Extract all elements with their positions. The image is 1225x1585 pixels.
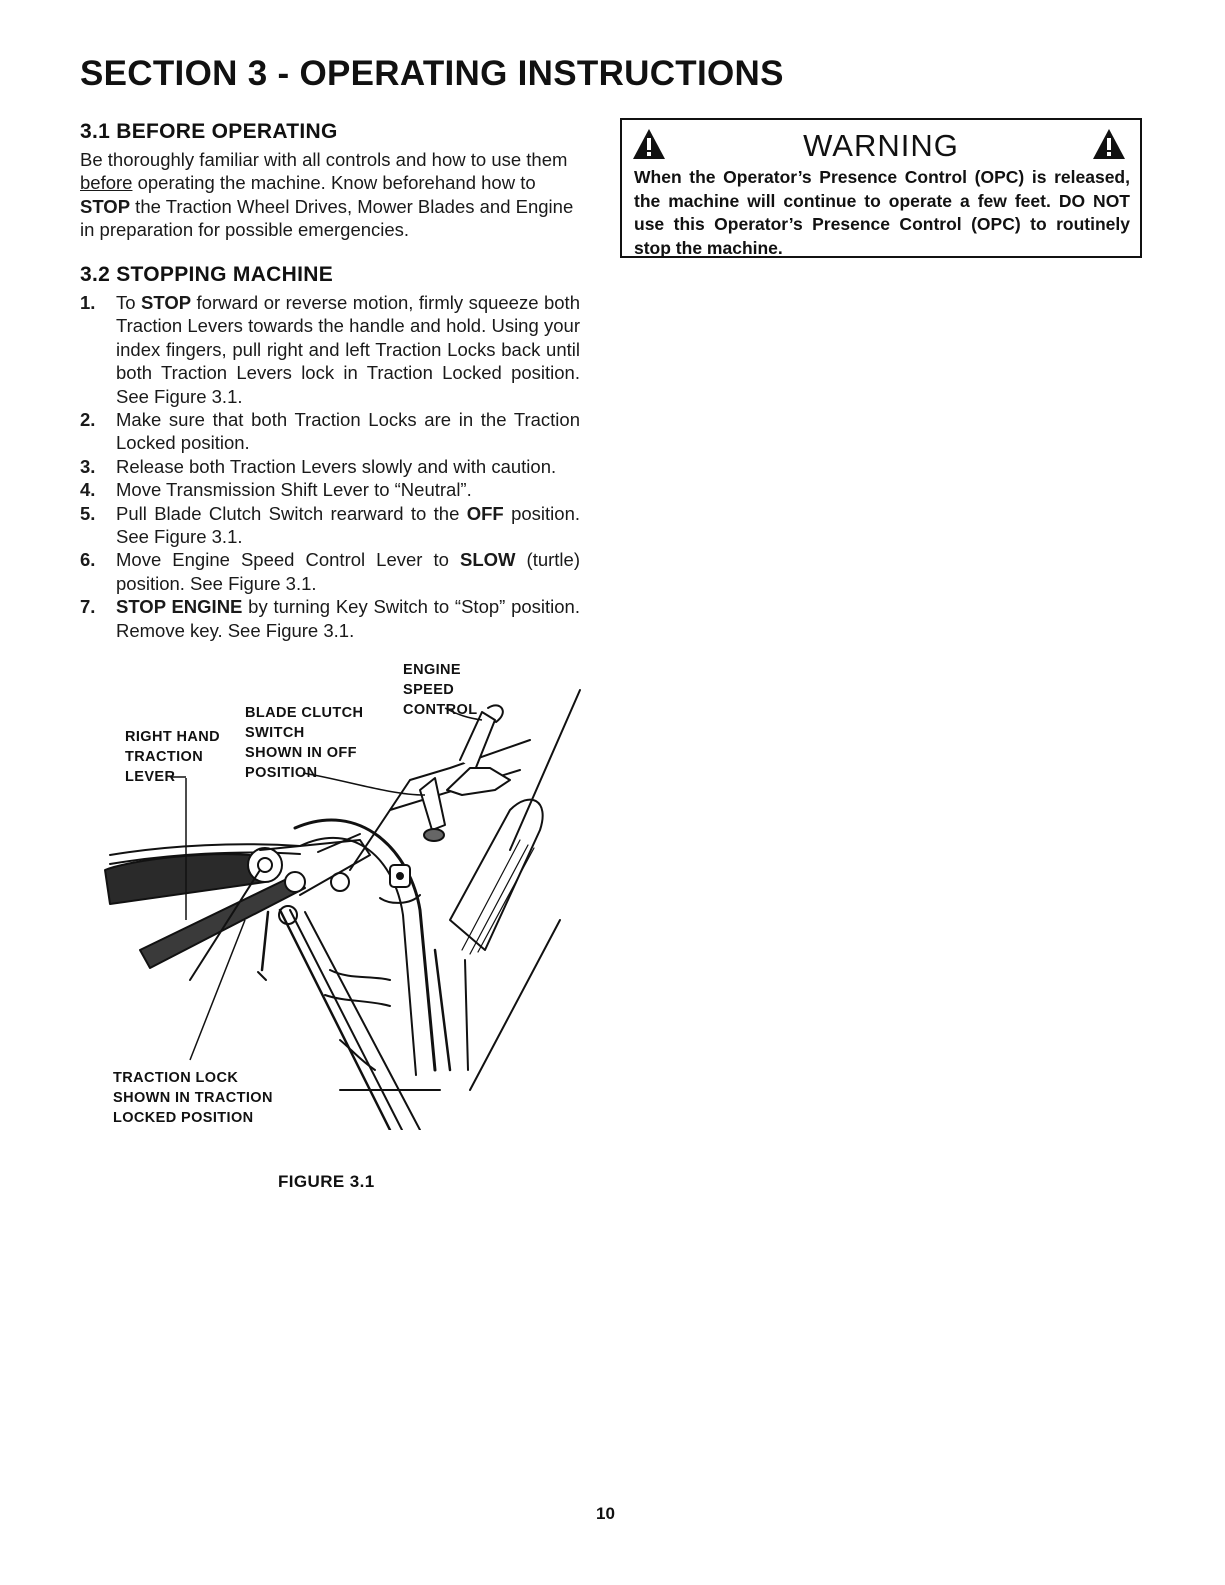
bold-text: STOP ENGINE: [116, 596, 243, 618]
text-run: Move Engine Speed Control Lever to: [116, 549, 460, 571]
label-traction-lock: TRACTION LOCK SHOWN IN TRACTION LOCKED POSITION: [113, 1070, 273, 1126]
text-run: the Traction Wheel Drives, Mower Blades and Engine in preparation for possible emergencies.: [80, 195, 574, 241]
bold-text: STOP: [141, 292, 192, 313]
page-title: SECTION 3 - OPERATING INSTRUCTIONS: [80, 54, 784, 93]
text-run: position. See Figure 3.1.: [116, 502, 580, 548]
text-run: forward or reverse motion, firmly squeeze both Traction Levers towards the handle and hold. Using your index fingers, pull right and left Traction Locks back until both Traction Levers lock in Traction Locked position. See Figure 3.1.: [116, 292, 580, 407]
text-run: by turning Key Switch to “Stop” position. Remove key. See Figure 3.1.: [116, 596, 580, 641]
list-item: [80, 408, 580, 455]
list-item: [80, 291, 580, 408]
label-blade-clutch-switch: BLADE CLUTCH SWITCH SHOWN IN OFF POSITION: [245, 705, 364, 781]
text-run: operating the machine. Know beforehand how to: [132, 172, 536, 194]
list-item: [80, 502, 580, 549]
step-number: 4.: [80, 479, 96, 501]
label-engine-speed-control: ENGINE SPEED CONTROL: [403, 662, 478, 718]
warning-triangle-icon: [1092, 128, 1126, 160]
step-number: 2.: [80, 409, 96, 431]
list-item: [80, 548, 580, 595]
step-number: 7.: [80, 596, 96, 618]
text-run: To: [116, 292, 142, 313]
label-right-hand-traction-lever: RIGHT HAND TRACTION LEVER: [125, 729, 221, 785]
section-heading-stopping-machine: 3.2 STOPPING MACHINE: [80, 263, 333, 286]
bold-text: SLOW: [459, 549, 516, 571]
step-text: [116, 502, 580, 549]
step-text: Release both Traction Levers slowly and with caution.: [116, 455, 557, 477]
step-text: [116, 548, 580, 595]
bold-text: STOP: [80, 195, 131, 217]
page-number: 10: [596, 1504, 615, 1523]
stopping-steps-list: [80, 291, 580, 642]
text-run: Pull Blade Clutch Switch rearward to the: [116, 502, 467, 524]
warning-text: When the Operator’s Presence Control (OPC) is released, the machine will continue to operate a few feet. DO NOT use this Operator’s Presence Control (OPC) to routinely stop the machine.: [634, 167, 1130, 258]
step-number: 1.: [80, 292, 96, 313]
warning-title: WARNING: [803, 128, 959, 163]
figure-caption: FIGURE 3.1: [278, 1172, 375, 1191]
bold-text: OFF: [466, 502, 504, 524]
list-item: [80, 595, 580, 642]
text-run: (turtle) position. See Figure 3.1.: [116, 549, 580, 594]
step-number: 3.: [80, 455, 96, 477]
figure-3-1: [90, 650, 590, 1130]
warning-box: [620, 118, 1142, 258]
list-item: [80, 478, 580, 501]
underlined-text: before: [80, 172, 133, 194]
section-before-operating-text: [80, 148, 580, 242]
step-text: Make sure that both Traction Locks are in the Traction Locked position.: [116, 409, 580, 454]
text-run: Be thoroughly familiar with all controls and how to use them: [80, 149, 568, 170]
step-text: [116, 291, 580, 408]
section-heading-before-operating: 3.1 BEFORE OPERATING: [80, 120, 338, 143]
list-item: [80, 455, 580, 478]
step-text: Move Transmission Shift Lever to “Neutral”.: [116, 479, 472, 501]
step-text: [116, 595, 580, 642]
step-number: 5.: [80, 502, 96, 524]
step-number: 6.: [80, 549, 96, 571]
